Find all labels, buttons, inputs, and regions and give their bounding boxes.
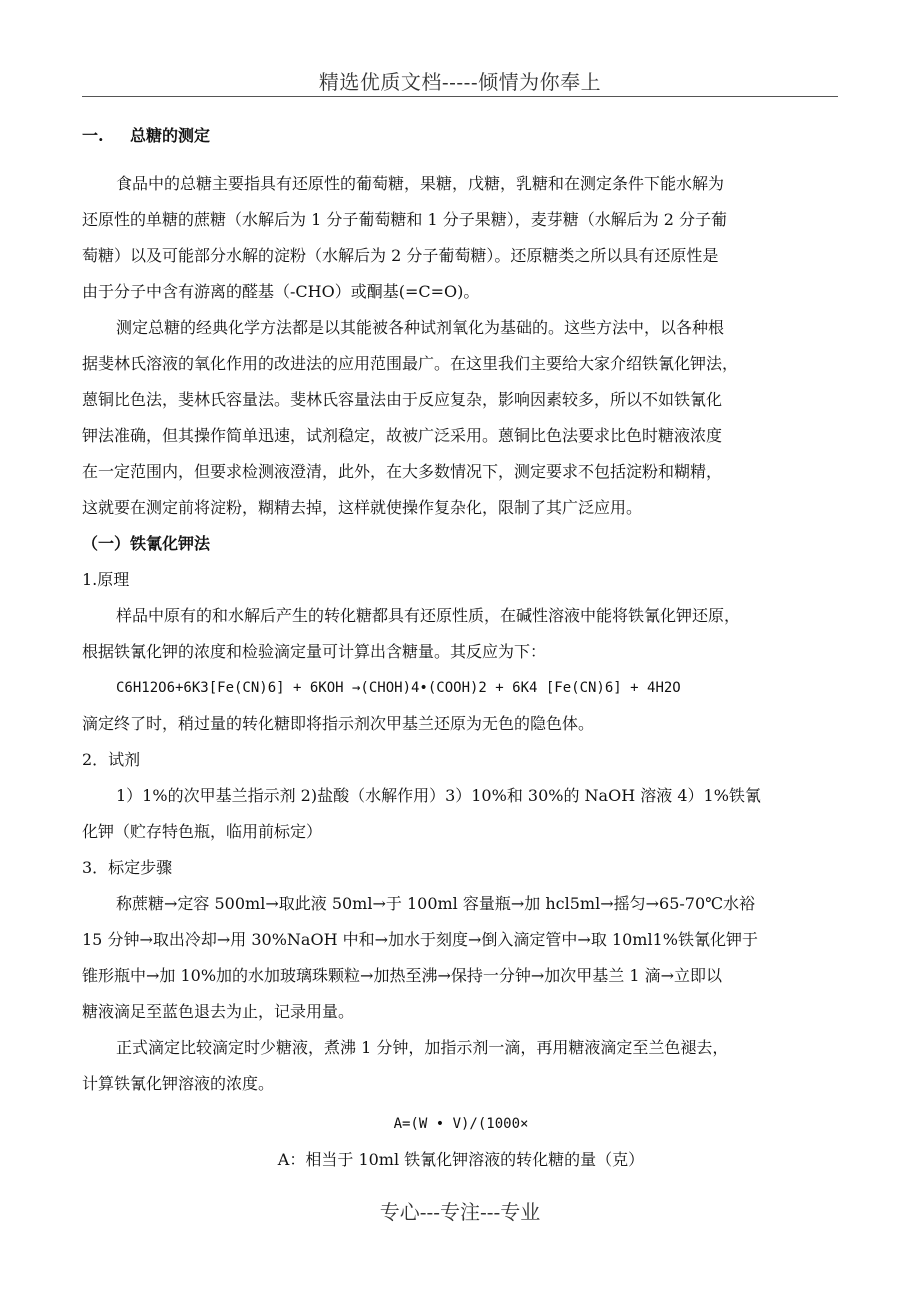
methods-paragraph — [82, 310, 840, 526]
paragraph-line: 样品中原有的和水解后产生的转化糖都具有还原性质，在碱性溶液中能将铁氰化钾还原， — [116, 606, 741, 625]
paragraph-line: 15 分钟→取出冷却→用 30%NaOH 中和→加水于刻度→倒入滴定管中→取 10ml1%铁氰化钾于 — [82, 930, 758, 949]
formula: A=(W • V)/(1000× — [393, 1116, 529, 1132]
section-title: 总糖的测定 — [130, 126, 211, 145]
paragraph-line: 由于分子中含有游离的醛基（-CHO）或酮基(=C=O)。 — [82, 282, 480, 301]
formula-note: A：相当于 10ml 铁氰化钾溶液的转化糖的量（克） — [277, 1150, 645, 1169]
principle-heading: 1.原理 — [82, 570, 130, 589]
paragraph-line: 1）1%的次甲基兰指示剂 2)盐酸（水解作用）3）10%和 30%的 NaOH 溶液 4）1%铁氰 — [116, 786, 761, 805]
paragraph-line: 根据铁氰化钾的浓度和检验滴定量可计算出含糖量。其反应为下： — [82, 642, 547, 661]
intro-paragraph — [82, 166, 840, 310]
section-heading — [82, 118, 840, 154]
page-footer: 专心---专注---专业 — [379, 1200, 541, 1224]
paragraph-line: 蒽铜比色法，斐林氏容量法。斐林氏容量法由于反应复杂，影响因素较多，所以不如铁氰化 — [82, 390, 723, 409]
reaction-equation: C6H12O6+6K3[Fe(CN)6] + 6KOH →(CHOH)4•(COOH)2 + 6K4 [Fe(CN)6] + 4H2O — [116, 680, 681, 696]
paragraph-line: 正式滴定比较滴定时少糖液，煮沸 1 分钟，加指示剂一滴，再用糖液滴定至兰色褪去， — [116, 1038, 729, 1057]
paragraph-line: 食品中的总糖主要指具有还原性的葡萄糖，果糖，戊糖，乳糖和在测定条件下能水解为 — [116, 174, 725, 193]
paragraph-line: 计算铁氰化钾溶液的浓度。 — [82, 1074, 275, 1093]
paragraph-line: 滴定终了时，稍过量的转化糖即将指示剂次甲基兰还原为无色的隐色体。 — [82, 714, 595, 733]
page-header: 精选优质文档-----倾情为你奉上 — [318, 70, 602, 94]
steps-heading: 3．标定步骤 — [82, 858, 173, 877]
paragraph-line: 萄糖）以及可能部分水解的淀粉（水解后为 2 分子葡萄糖）。还原糖类之所以具有还原性是 — [82, 246, 719, 265]
reagents-section — [82, 742, 840, 850]
header-divider — [82, 96, 838, 97]
reagents-heading: 2．试剂 — [82, 750, 141, 769]
paragraph-line: 化钾（贮存特色瓶，临用前标定） — [82, 822, 323, 841]
paragraph-line: 称蔗糖→定容 500ml→取此液 50ml→于 100ml 容量瓶→加 hcl5ml→摇匀→65-70℃水裕 — [116, 894, 756, 913]
paragraph-line: 这就要在测定前将淀粉，糊精去掉，这样就使操作复杂化，限制了其广泛应用。 — [82, 498, 643, 517]
paragraph-line: 在一定范围内，但要求检测液澄清，此外，在大多数情况下，测定要求不包括淀粉和糊精， — [82, 462, 723, 481]
principle-section — [82, 562, 840, 742]
document-body — [82, 118, 840, 1178]
paragraph-line: 测定总糖的经典化学方法都是以其能被各种试剂氧化为基础的。这些方法中，以各种根 — [116, 318, 725, 337]
paragraph-line: 锥形瓶中→加 10%加的水加玻璃珠颗粒→加热至沸→保持一分钟→加次甲基兰 1 滴→立即以 — [82, 966, 723, 985]
paragraph-line: 糖液滴足至蓝色退去为止，记录用量。 — [82, 1002, 355, 1021]
paragraph-line: 还原性的单糖的蔗糖（水解后为 1 分子葡萄糖和 1 分子果糖），麦芽糖（水解后为 2 分子葡 — [82, 210, 728, 229]
paragraph-line: 钾法准确，但其操作简单迅速，试剂稳定，故被广泛采用。蒽铜比色法要求比色时糖液浓度 — [82, 426, 723, 445]
paragraph-line: 据斐林氏溶液的氧化作用的改进法的应用范围最广。在这里我们主要给大家介绍铁氰化钾法， — [82, 354, 739, 373]
section-number: 一. — [82, 126, 104, 145]
subsection-heading: （一）铁氰化钾法 — [82, 534, 211, 553]
steps-section — [82, 850, 840, 1178]
